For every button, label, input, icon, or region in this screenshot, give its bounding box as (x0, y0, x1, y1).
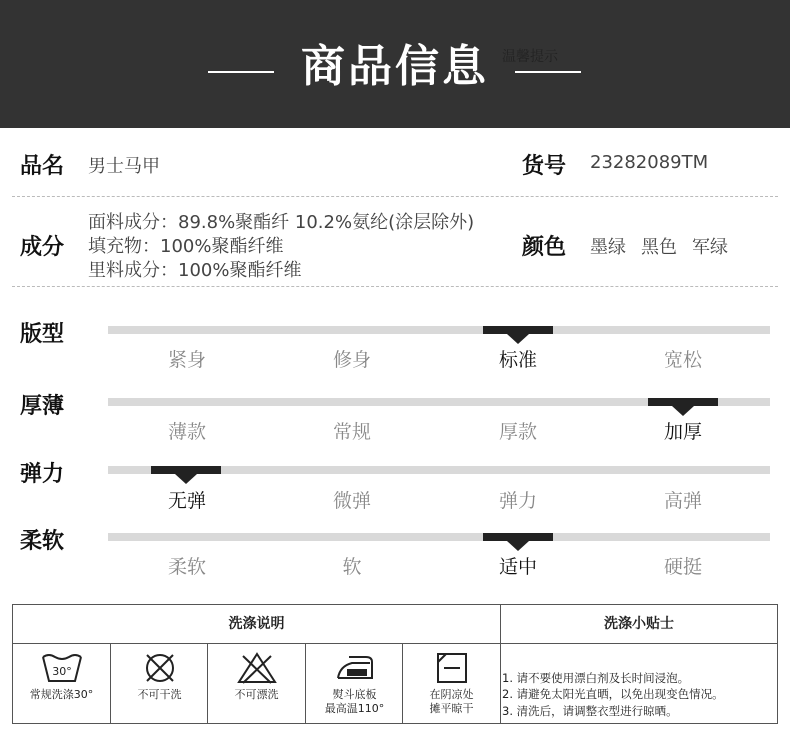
name-label: 品名 (20, 154, 65, 179)
table-rule (13, 643, 777, 644)
composition-line: 面料成分：89.8%聚酯纤 10.2%氨纶(涂层除外) (88, 212, 475, 233)
wash-temperature: 30° (51, 665, 72, 678)
composition-label: 成分 (20, 235, 65, 260)
care-cell (306, 645, 403, 723)
name-value: 男士马甲 (88, 156, 160, 177)
scale-option: 硬挺 (663, 556, 702, 578)
scale-option-selected: 加厚 (663, 421, 702, 443)
color-label: 颜色 (522, 235, 567, 260)
color-option: 黑色 (641, 237, 677, 258)
scale-label: 版型 (20, 322, 65, 347)
care-label: 在阴凉处 (429, 688, 474, 701)
no-dry-clean-icon (138, 651, 182, 685)
scale-marker (151, 466, 221, 474)
scale-option: 高弹 (663, 490, 702, 512)
scale-option: 薄款 (167, 421, 206, 443)
scale-label: 柔软 (20, 529, 65, 554)
wash-tips-header: 洗涤小贴士 (604, 616, 674, 632)
care-cell (13, 645, 110, 723)
tip-item: 1. 请不要使用漂白剂及长时间浸泡。 (502, 671, 690, 685)
scale-option-selected: 无弹 (167, 490, 206, 512)
scale-option: 紧身 (167, 349, 206, 371)
care-label: 最高温110° (324, 702, 385, 715)
scale-option: 宽松 (663, 349, 702, 371)
scale-option: 常规 (332, 421, 371, 443)
divider (12, 196, 778, 197)
scale-track (108, 533, 770, 541)
dry-in-shade-icon (430, 651, 474, 685)
care-cell (403, 645, 500, 723)
scale-option: 修身 (332, 349, 371, 371)
composition-line: 里料成分：100%聚酯纤维 (88, 260, 302, 281)
scale-option: 微弹 (332, 490, 371, 512)
table-rule (500, 605, 501, 723)
scale-marker (483, 326, 553, 334)
header-banner (0, 0, 790, 128)
scale-option-selected: 适中 (498, 556, 537, 578)
scale-label: 厚薄 (20, 394, 65, 419)
scale-option: 弹力 (498, 490, 537, 512)
color-option: 墨绿 (590, 237, 626, 258)
sku-value: 23282089TM (590, 152, 709, 173)
wash-instructions-header: 洗涤说明 (228, 616, 285, 632)
color-option: 军绿 (692, 237, 728, 258)
tip-item: 2. 请避免太阳光直晒，以免出现变色情况。 (502, 687, 724, 701)
page-title: 商品信息 (301, 41, 489, 92)
care-label: 不可漂洗 (234, 688, 279, 701)
scale-option-selected: 标准 (498, 349, 537, 371)
care-label: 熨斗底板 (332, 688, 377, 701)
care-label: 常规洗涤30° (29, 688, 94, 701)
no-bleach-icon (235, 651, 279, 685)
scale-marker (648, 398, 718, 406)
scale-option: 厚款 (498, 421, 537, 443)
sku-label: 货号 (522, 154, 567, 179)
wash-30-icon (40, 651, 84, 685)
care-label: 摊平晾干 (429, 702, 474, 715)
composition-line: 填充物：100%聚酯纤维 (88, 236, 284, 257)
care-cell (111, 645, 208, 723)
care-label: 不可干洗 (137, 688, 182, 701)
divider (12, 286, 778, 287)
header-right-rule (515, 71, 581, 73)
tips-title: 温馨提示 (502, 49, 558, 65)
tip-item: 3. 清洗后，请调整衣型进行晾晒。 (502, 704, 678, 718)
scale-option: 软 (342, 556, 362, 578)
scale-track (108, 326, 770, 334)
iron-icon (333, 651, 377, 685)
scale-marker (483, 533, 553, 541)
scale-label: 弹力 (20, 462, 65, 487)
scale-option: 柔软 (167, 556, 206, 578)
care-cell (208, 645, 305, 723)
